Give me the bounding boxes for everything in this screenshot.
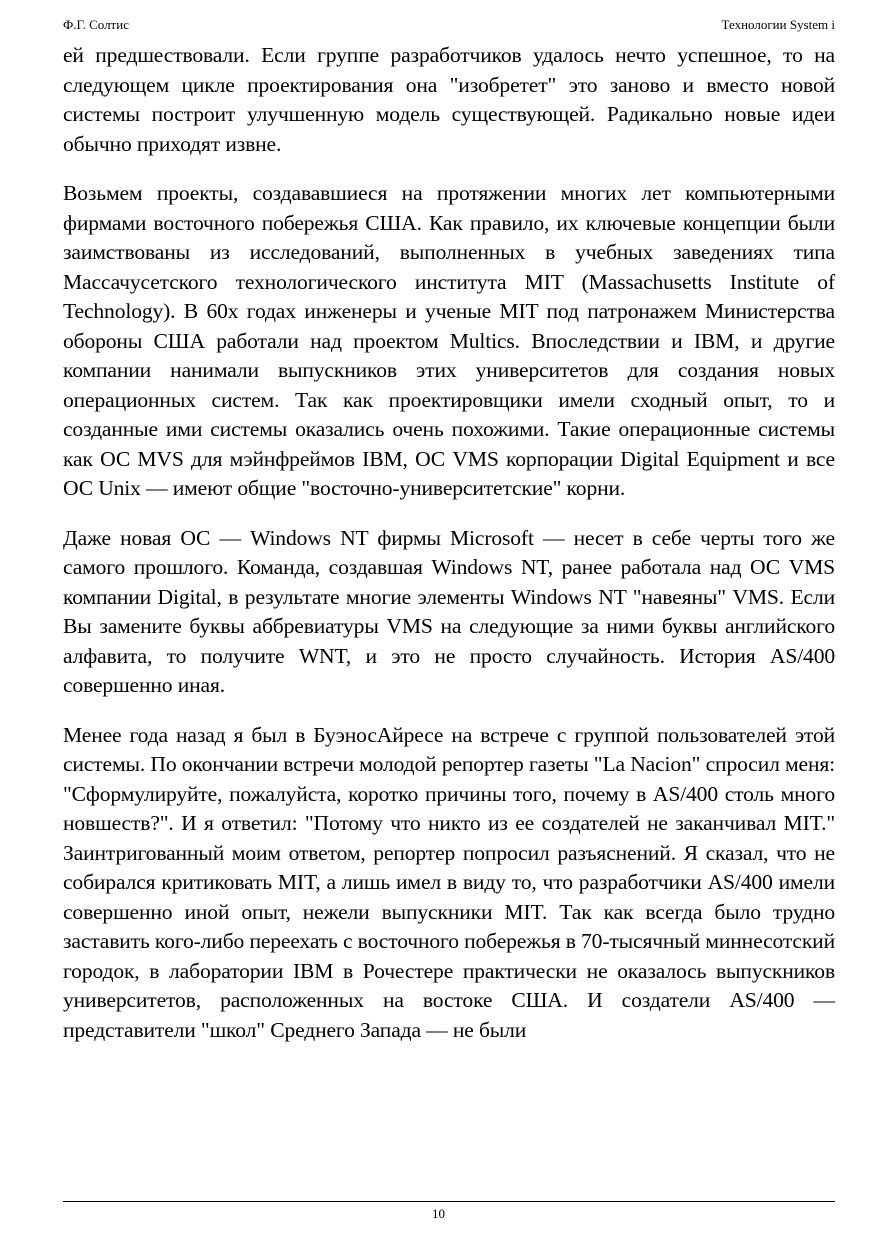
paragraph-2: Возьмем проекты, создававшиеся на протяжении многих лет компьютерными фирмами восточного побережья США. Как правило, их ключевые концепции были заимствованы из исследований, выполненных в учебных заведениях типа Массачусетского технологического института MIT (Massachusetts Institute of Technology). В 60х годах инженеры и ученые MIT под патронажем Министерства обороны США работали над проектом Multics. Впоследствии и IBM, и другие компании нанимали выпускников этих университетов для создания новых операционных систем. Так как проектировщики имели сходный опыт, то и созданные ими системы оказались очень похожими. Такие операционные системы как ОС MVS для мэйнфреймов IBM, ОС VMS корпорации Digital Equipment и все ОС Unix — имеют общие "восточно-университетские" корни. [63, 181, 835, 500]
page-number: 10 [432, 1206, 445, 1221]
running-header [63, 17, 835, 33]
header-author: Ф.Г. Солтис [63, 17, 129, 32]
footer-divider [63, 1201, 835, 1202]
paragraph-1: ей предшествовали. Если группе разработчиков удалось нечто успешное, то на следующем цикле проектирования она "изобретет" это заново и вместо новой системы построит улучшенную модель существующей. Радикально новые идеи обычно приходят извне. [63, 43, 835, 156]
paragraph-4: Менее года назад я был в БуэносАйресе на встрече с группой пользователей этой системы. По окончании встречи молодой репортер газеты "La Nacion" спросил меня: "Сформулируйте, пожалуйста, коротко причины того, почему в AS/400 столь много новшеств?". И я ответил: "Потому что никто из ее создателей не заканчивал MIT." Заинтригованный моим ответом, репортер попросил разъяснений. Я сказал, что не собирался критиковать MIT, а лишь имел в виду то, что разработчики AS/400 имели совершенно иной опыт, нежели выпускники MIT. Так как всегда было трудно заставить кого-либо переехать с восточного побережья в 70-тысячный миннесотский городок, в лаборатории IBM в Рочестере практически не оказалось выпускников университетов, расположенных на востоке США. И создатели AS/400 — представители "школ" Среднего Запада — не были [63, 722, 835, 1042]
header-book-title: Технологии System i [721, 17, 835, 32]
paragraph-3: Даже новая ОС — Windows NT фирмы Microsoft — несет в себе черты того же самого прошлого. Команда, создавшая Windows NT, ранее работала над ОС VMS компании Digital, в результате многие элементы Windows NT "навеяны" VMS. Если Вы замените буквы аббревиатуры VMS на следующие за ними буквы английского алфавита, то получите WNT, и это не просто случайность. История AS/400 совершенно иная. [63, 525, 835, 697]
body-text [63, 41, 835, 1065]
